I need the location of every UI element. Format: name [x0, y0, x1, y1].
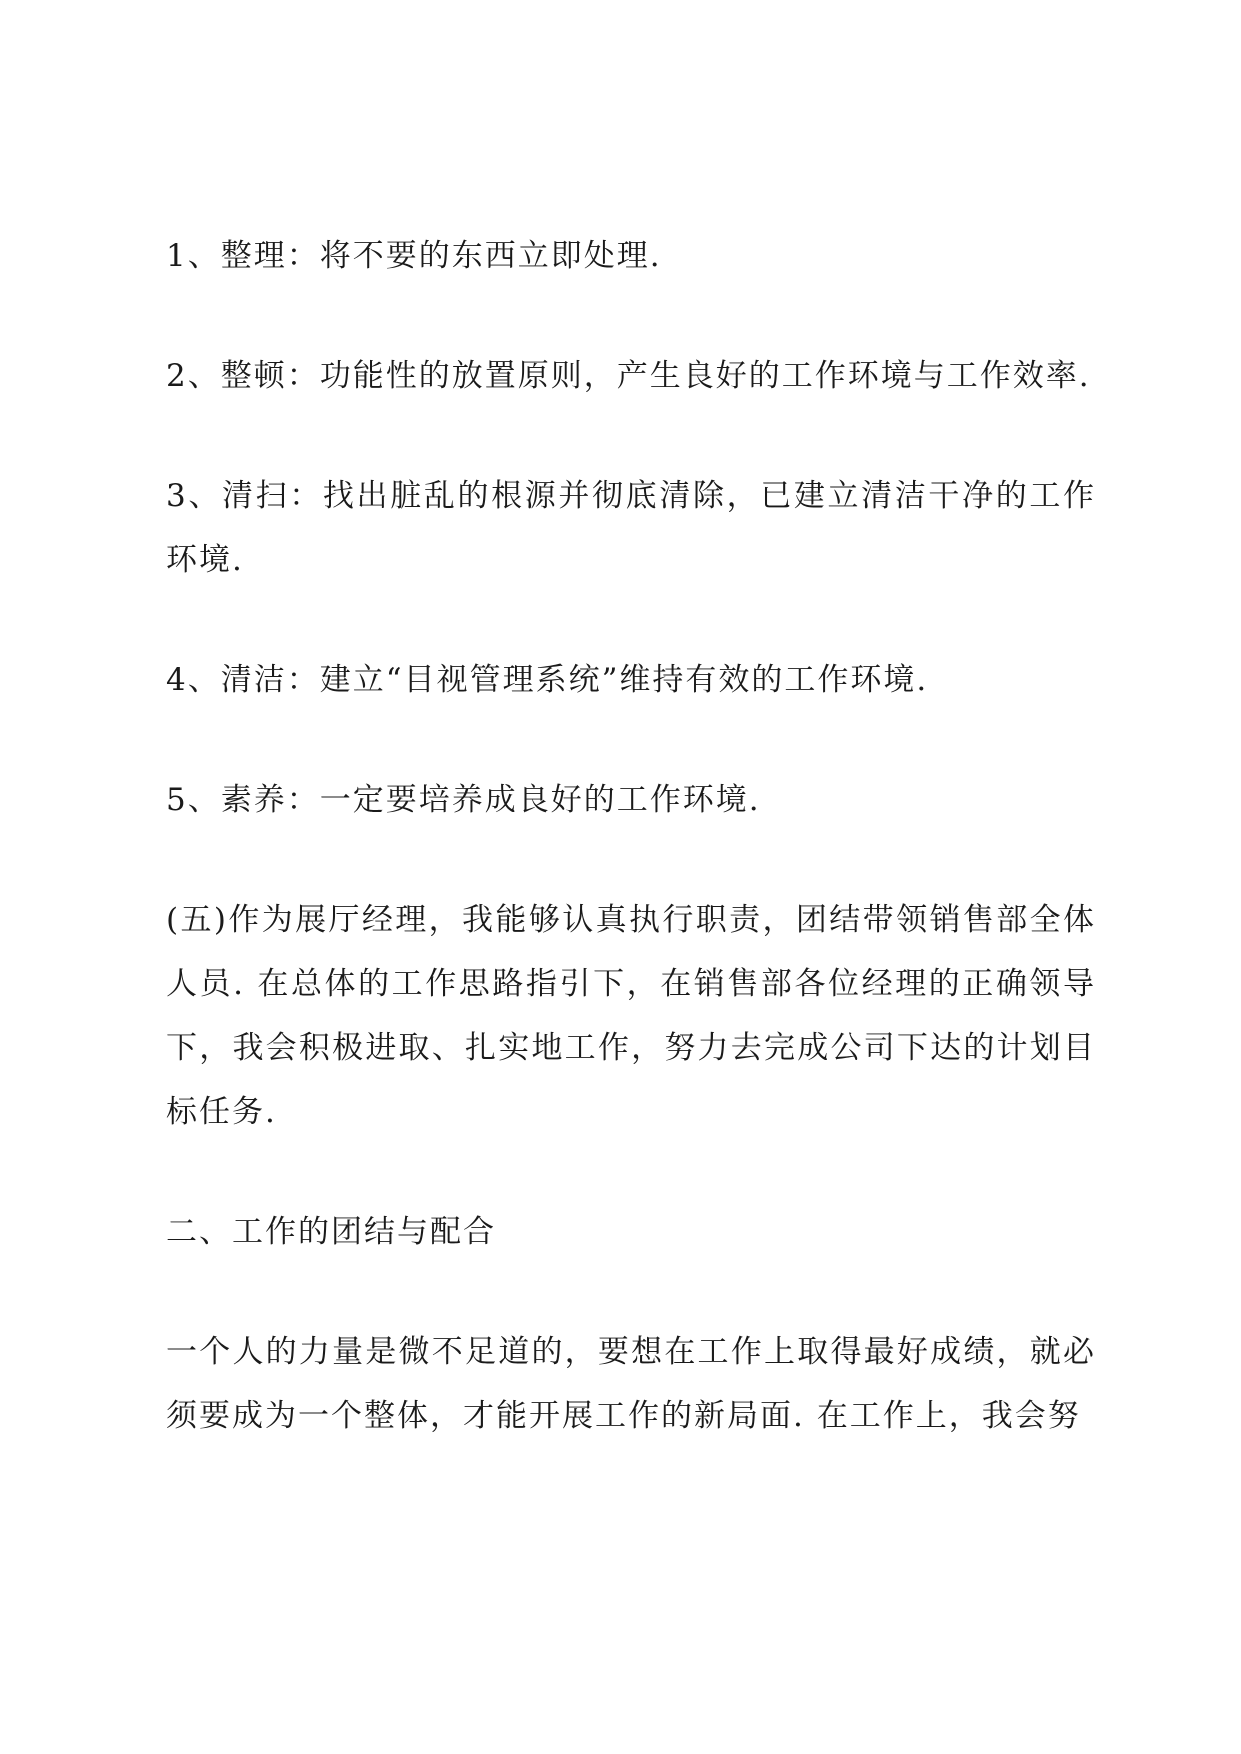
list-item-discipline: 5、素养：一定要培养成良好的工作环境. — [166, 782, 761, 818]
list-item-clean: 3、清扫：找出脏乱的根源并彻底清除，已建立清洁干净的工作环境. — [166, 478, 1096, 578]
document-body — [166, 224, 1096, 1448]
section-heading-teamwork: 二、工作的团结与配合 — [166, 1214, 496, 1250]
paragraph-teamwork: 一个人的力量是微不足道的，要想在工作上取得最好成绩，就必须要成为一个整体，才能开展工作的新局面. 在工作上，我会努 — [166, 1334, 1096, 1434]
paragraph-manager-duties: (五)作为展厅经理，我能够认真执行职责，团结带领销售部全体人员. 在总体的工作思路指引下，在销售部各位经理的正确领导下，我会积极进取、扎实地工作，努力去完成公司下达的计划目标任务. — [166, 902, 1096, 1130]
list-item-order: 2、整顿：功能性的放置原则，产生良好的工作环境与工作效率. — [166, 358, 1091, 394]
list-item-cleanliness: 4、清洁：建立“目视管理系统”维持有效的工作环境. — [166, 662, 929, 698]
list-item-sort: 1、整理：将不要的东西立即处理. — [166, 238, 662, 274]
